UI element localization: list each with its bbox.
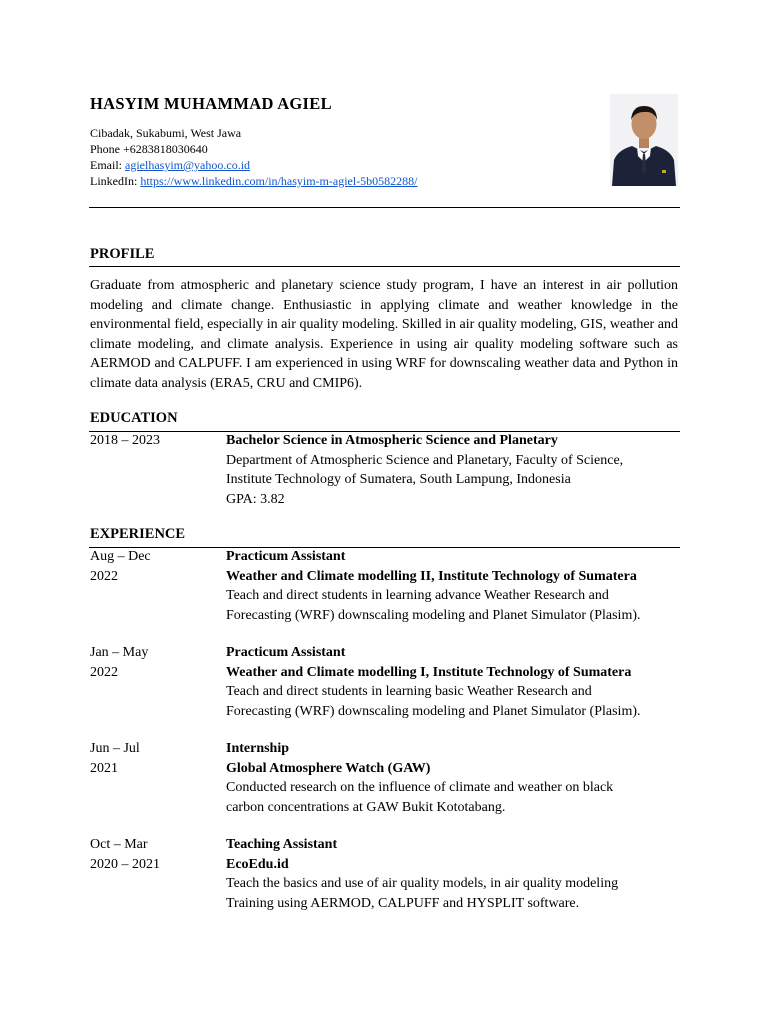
email-link[interactable]: agielhasyim@yahoo.co.id — [125, 158, 251, 172]
header-divider — [89, 207, 680, 208]
email-label: Email: — [90, 158, 125, 172]
linkedin-link[interactable]: https://www.linkedin.com/in/hasyim-m-agiel-5b0582288/ — [140, 174, 418, 188]
experience-body — [226, 739, 680, 817]
date-range: Oct – Mar — [90, 837, 148, 852]
education-line: Department of Atmospheric Science and Planetary, Faculty of Science, — [226, 452, 624, 468]
organization: Global Atmosphere Watch (GAW) — [226, 760, 431, 776]
profile-divider — [89, 266, 680, 267]
email-line — [90, 157, 418, 173]
experience-date — [90, 547, 220, 586]
description-line: Teach and direct students in learning advance Weather Research and — [226, 588, 609, 603]
description-line: Teach and direct students in learning basic Weather Research and — [226, 684, 592, 699]
date-year: 2022 — [90, 664, 118, 680]
description-line: Forecasting (WRF) downscaling modeling and Planet Simulator (Plasim). — [226, 703, 641, 719]
profile-photo — [610, 94, 678, 186]
description-line: carbon concentrations at GAW Bukit Kototabang. — [226, 799, 506, 815]
education-body — [226, 431, 680, 509]
degree-title: Bachelor Science in Atmospheric Science and Planetary — [226, 433, 558, 448]
date-range: Jan – May — [90, 645, 149, 660]
linkedin-line — [90, 173, 418, 189]
education-date: 2018 – 2023 — [90, 433, 160, 448]
phone: Phone +6283818030640 — [90, 142, 208, 156]
profile-summary: Graduate from atmospheric and planetary science study program, I have an interest in air pollution modeling and climate change. Enthusiastic in applying climate and weather knowledge in the environmental field, especially in air quality modeling. Skilled in air quality modeling, GIS, weather and climate modeling, and climate analysis. Experience in using air quality modeling software such as AERMOD and CALPUFF. I am experienced in using WRF for downscaling weather data and Python in climate data analysis (ERA5, CRU and CMIP6). — [90, 278, 678, 391]
experience-heading: EXPERIENCE — [90, 526, 186, 542]
gpa: GPA: 3.82 — [226, 491, 285, 507]
experience-body — [226, 643, 680, 721]
role-title: Practicum Assistant — [226, 645, 346, 660]
organization: EcoEdu.id — [226, 856, 289, 872]
description-line: Forecasting (WRF) downscaling modeling and Planet Simulator (Plasim). — [226, 607, 641, 623]
experience-body — [226, 835, 680, 913]
contact-block — [90, 125, 418, 189]
education-line: Institute Technology of Sumatera, South Lampung, Indonesia — [226, 472, 571, 487]
portrait-image — [610, 94, 678, 186]
date-year: 2020 – 2021 — [90, 856, 160, 872]
date-range: Jun – Jul — [90, 741, 140, 756]
experience-date — [90, 643, 220, 682]
role-title: Teaching Assistant — [226, 837, 338, 852]
description-line: Conducted research on the influence of climate and weather on black — [226, 780, 614, 795]
role-title: Practicum Assistant — [226, 549, 346, 564]
experience-date — [90, 835, 220, 874]
education-heading: EDUCATION — [90, 410, 178, 426]
organization: Weather and Climate modelling II, Institute Technology of Sumatera — [226, 568, 637, 584]
date-range: Aug – Dec — [90, 549, 151, 564]
description-line: Training using AERMOD, CALPUFF and HYSPLIT software. — [226, 895, 580, 911]
linkedin-label: LinkedIn: — [90, 174, 141, 188]
organization: Weather and Climate modelling I, Institute Technology of Sumatera — [226, 664, 632, 680]
role-title: Internship — [226, 741, 290, 756]
profile-heading: PROFILE — [90, 246, 155, 262]
date-year: 2021 — [90, 760, 118, 776]
experience-body — [226, 547, 680, 625]
experience-date — [90, 739, 220, 778]
date-year: 2022 — [90, 568, 118, 584]
address: Cibadak, Sukabumi, West Jawa — [90, 126, 242, 140]
description-line: Teach the basics and use of air quality models, in air quality modeling — [226, 876, 619, 891]
candidate-name: HASYIM MUHAMMAD AGIEL — [90, 94, 332, 113]
